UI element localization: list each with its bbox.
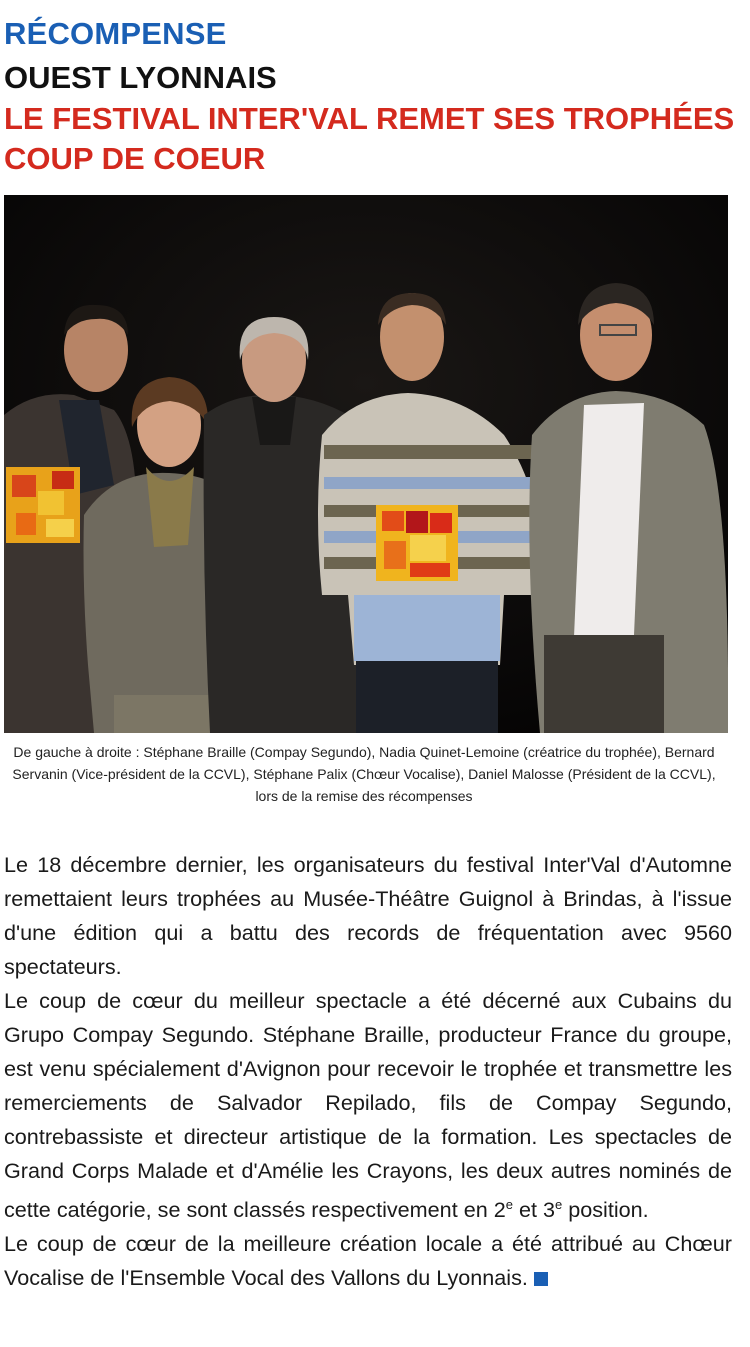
rank-3-number: 3 xyxy=(542,1197,555,1223)
article-body xyxy=(4,848,732,1295)
rank-2-number: 2 xyxy=(493,1197,506,1223)
section-kicker: RÉCOMPENSE xyxy=(4,16,227,51)
rank-2-suffix: e xyxy=(505,1197,513,1212)
group-photo-illustration xyxy=(4,195,728,733)
paragraph-2-text: Le coup de cœur du meilleur spectacle a été décerné aux Cubains du Grupo Compay Segundo. Stéphane Braille, producteur France du groupe, est venu spécialement d'Avignon pour recevoir le trophée et transmettre les remerciements de Salvador Repilado, fils de Compay Segundo, contrebassiste et directeur artistique de la formation. Les spectacles de Grand Corps Malade et d'Amélie les Crayons, les deux autres nominés de cette catégorie, se sont classés respectivement en xyxy=(4,988,732,1223)
photo-caption: De gauche à droite : Stéphane Braille (Compay Segundo), Nadia Quinet-Lemoine (créatrice du trophée), Bernard Servanin (Vice-président de la CCVL), Stéphane Palix (Chœur Vocalise), Daniel Malosse (Président de la CCVL), lors de la remise des récompenses xyxy=(12,744,716,804)
paragraph-2 xyxy=(4,984,732,1227)
group-photo xyxy=(4,195,728,733)
trophy-left xyxy=(6,467,80,543)
paragraph-1: Le 18 décembre dernier, les organisateurs du festival Inter'Val d'Automne remettaient leurs trophées au Musée-Théâtre Guignol à Brindas, à l'issue d'une édition qui a battu des records de fréquentation avec 9560 spectateurs. xyxy=(4,852,732,979)
paragraph-3 xyxy=(4,1227,732,1295)
region-subhead: OUEST LYONNAIS xyxy=(4,60,277,95)
article-headline: LE FESTIVAL INTER'VAL REMET SES TROPHÉES COUP DE COEUR xyxy=(4,101,735,176)
and-word: et xyxy=(518,1197,537,1223)
rank-3-suffix: e xyxy=(555,1197,563,1212)
end-square-icon xyxy=(534,1272,548,1286)
paragraph-3-text: Le coup de cœur de la meilleure création locale a été attribué au Chœur Vocalise de l'Ensemble Vocal des Vallons du Lyonnais. xyxy=(4,1231,732,1291)
position-word: position. xyxy=(568,1197,649,1223)
